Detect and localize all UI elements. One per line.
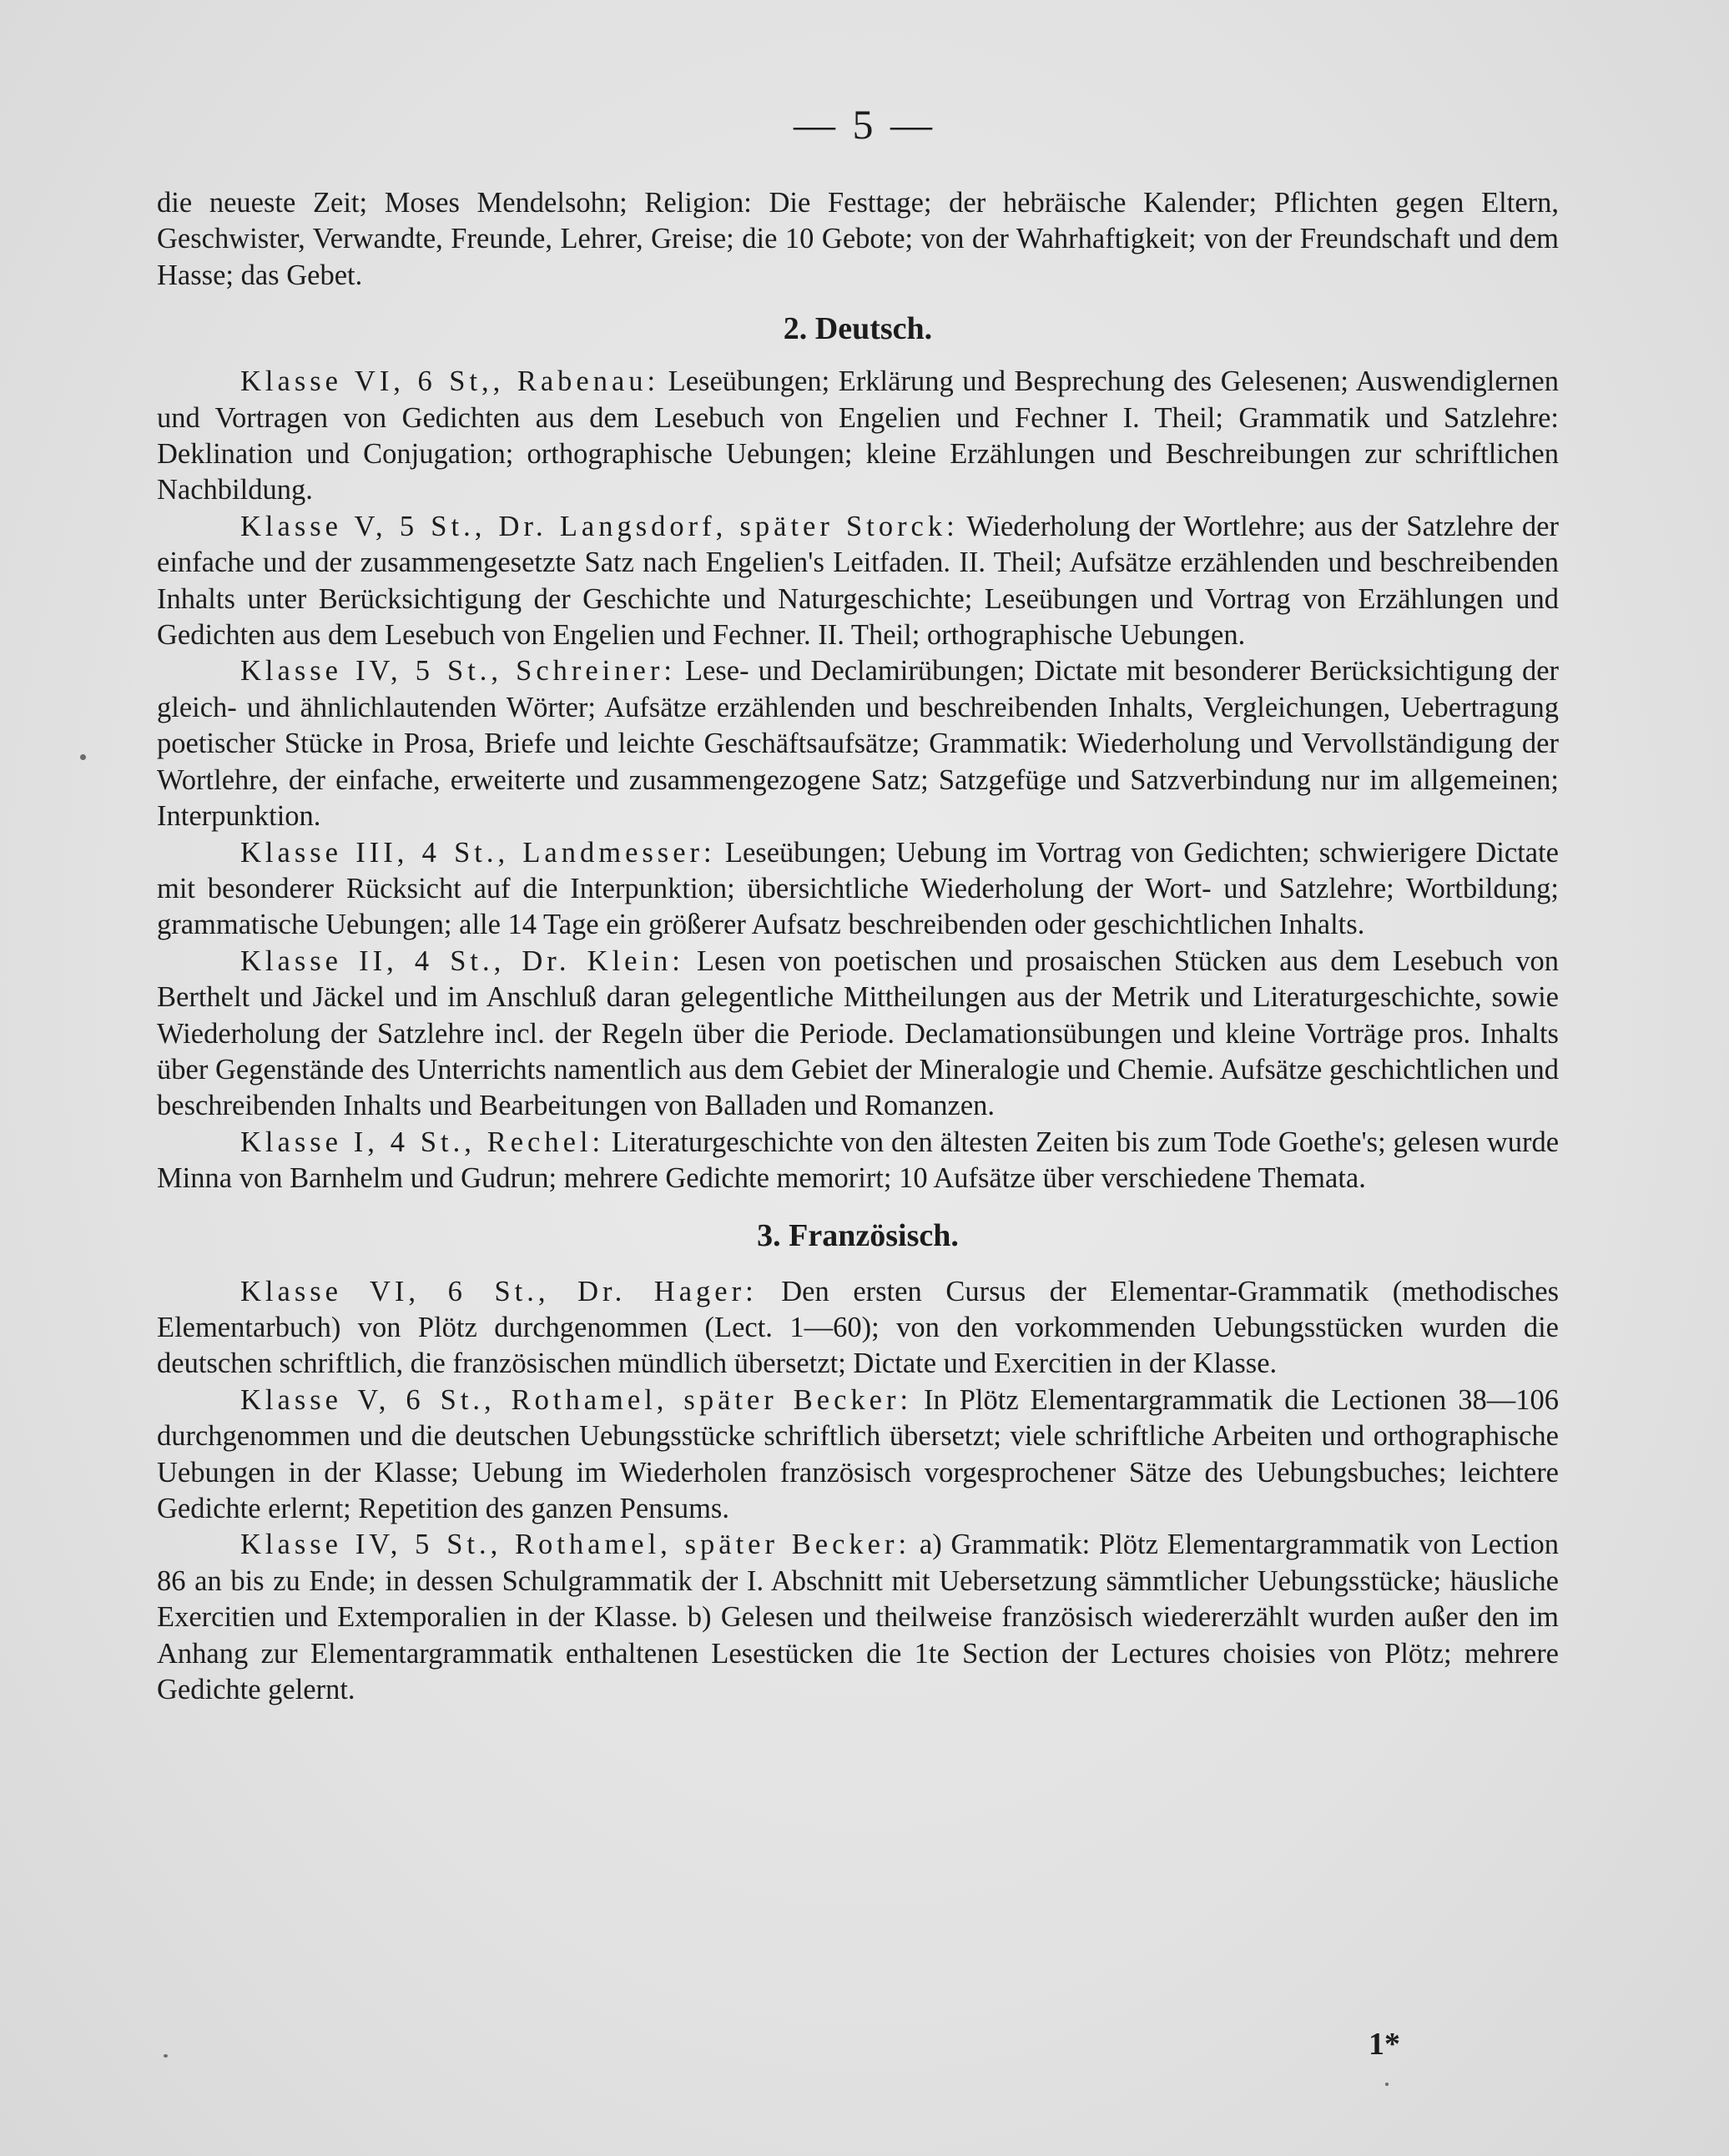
paragraph-deutsch-klasse-ii (157, 944, 1559, 1125)
paper-speck (1385, 2083, 1389, 2086)
klasse-label: Klasse V, 6 St., Rothamel, später Becker: (240, 1383, 913, 1416)
paragraph-text: Wiederholung der Wortlehre; aus der Satzlehre der einfache und der zusammengesetzte Satz nach Engelien's Leitfaden. II. Theil; Aufsätze erzählenden und beschreibenden Inhalts unter Berücksichtigung der Geschichte und Naturgeschichte; Leseübungen und Vortrag von Erzählungen und Gedichten aus dem Lesebuch von Engelien und Fechner. II. Theil; orthographische Uebungen. (157, 510, 1559, 652)
klasse-label: Klasse IV, 5 St., Schreiner: (240, 655, 676, 688)
paragraph-text: In Plötz Elementargrammatik die Lectionen 38—106 durchgenommen und die deutschen Uebungsstücke schriftlich übersetzt; viele schriftliche Arbeiten und orthographische Uebungen in der Klasse; Uebung im Wiederholen französisch vorgesprochener Sätze des Uebungsbuches; leichtere Gedichte erlernt; Repetition des ganzen Pensums. (157, 1383, 1560, 1524)
paragraph-text: Leseübungen; Uebung im Vortrag von Gedichten; schwierigere Dictate mit besonderer Rücksicht auf die Interpunktion; übersichtliche Wiederholung der Wort- und Satzlehre; Wortbildung; grammatische Uebungen; alle 14 Tage ein größerer Aufsatz beschreibenden oder geschichtlichen Inhalts. (157, 836, 1559, 941)
paper-speck (80, 754, 86, 760)
klasse-label: Klasse III, 4 St., Landmesser: (240, 836, 716, 869)
paragraph-deutsch-klasse-iii (157, 835, 1559, 944)
paragraph-deutsch-klasse-v (157, 509, 1559, 654)
paragraph-deutsch-klasse-i (157, 1125, 1559, 1197)
paragraph-text: Leseübungen; Erklärung und Besprechung des Gelesenen; Auswendiglernen und Vortragen von Gedichten aus dem Lesebuch von Engelien und Fechner I. Theil; Grammatik und Satzlehre: Deklination und Conjugation; orthographische Uebungen; kleine Erzählungen und Beschreibungen zur schriftlichen Nachbildung. (157, 365, 1559, 506)
klasse-label: Klasse V, 5 St., Dr. Langsdorf, später Storck: (240, 510, 959, 542)
klasse-label: Klasse II, 4 St., Dr. Klein: (240, 945, 684, 977)
page-number: — 5 — (794, 101, 935, 148)
paragraph-text: Literaturgeschichte von den ältesten Zeiten bis zum Tode Goethe's; gelesen wurde Minna von Barnhelm und Gudrun; mehrere Gedichte memorirt; 10 Aufsätze über verschiedene Themata. (157, 1126, 1560, 1195)
paragraph-franz-klasse-vi (157, 1274, 1559, 1383)
section-heading-deutsch: 2. Deutsch. (783, 311, 933, 347)
paragraph-deutsch-klasse-iv (157, 653, 1559, 834)
klasse-label: Klasse VI, 6 St,, Rabenau: (240, 365, 660, 398)
paragraph-text: a) Grammatik: Plötz Elementargrammatik von Lection 86 an bis zu Ende; in dessen Schulgrammatik der I. Abschnitt mit Uebersetzung sämmtlicher Uebungsstücke; häusliche Exercitien und Extemporalien in der Klasse. b) Gelesen und theilweise französisch wiedererzählt wurden außer den im Anhang zur Elementargrammatik enthaltenen Lesestücken die 1te Section der Lectures choisies von Plötz; mehrere Gedichte gelernt. (157, 1529, 1560, 1706)
paragraph-text: Lese- und Declamirübungen; Dictate mit besonderer Berücksichtigung der gleich- und ähnlichlautenden Wörter; Aufsätze erzählenden und beschreibenden Inhalts, Vergleichungen, Uebertragung poetischer Stücke in Prosa, Briefe und leichte Geschäftsaufsätze; Grammatik: Wiederholung und Vervollständigung der Wortlehre, der einfache, erweiterte und zusammengezogene Satz; Satzgefüge und Satzverbindung nur im allgemeinen; Interpunktion. (157, 655, 1559, 833)
paragraph-deutsch-klasse-vi (157, 364, 1559, 509)
paper-speck (164, 2054, 168, 2058)
klasse-label: Klasse VI, 6 St., Dr. Hager: (240, 1275, 758, 1307)
body-text (157, 185, 1559, 1708)
paragraph-franz-klasse-iv (157, 1527, 1559, 1708)
klasse-label: Klasse IV, 5 St., Rothamel, später Becker: (240, 1529, 911, 1561)
paragraph-text: Den ersten Cursus der Elementar-Grammatik (methodisches Elementarbuch) von Plötz durchgenommen (Lect. 1—60); von den vorkommenden Uebungsstücken wurden die deutschen schriftlich, die französischen mündlich übersetzt; Dictate und Exercitien in der Klasse. (157, 1275, 1559, 1380)
klasse-label: Klasse I, 4 St., Rechel: (240, 1126, 605, 1158)
section-heading-franzoesisch: 3. Französisch. (757, 1217, 959, 1253)
paragraph-franz-klasse-v (157, 1383, 1559, 1528)
intro-paragraph: die neueste Zeit; Moses Mendelsohn; Religion: Die Festtage; der hebräische Kalender; Pflichten gegen Eltern, Geschwister, Verwandte, Freunde, Lehrer, Greise; die 10 Gebote; von der Wahrhaftigkeit; von der Freundschaft und dem Hasse; das Gebet. (157, 187, 1559, 291)
signature-mark: 1* (1369, 2027, 1400, 2062)
paragraph-text: Lesen von poetischen und prosaischen Stücken aus dem Lesebuch von Berthelt und Jäckel und im Anschluß daran gelegentliche Mittheilungen aus der Metrik und Literaturgeschichte, sowie Wiederholung der Satzlehre incl. der Regeln über die Periode. Declamationsübungen und kleine Vorträge pros. Inhalts über Gegenstände des Unterrichts namentlich aus dem Gebiet der Mineralogie und Chemie. Aufsätze geschichtlichen und beschreibenden Inhalts und Bearbeitungen von Balladen und Romanzen. (157, 945, 1559, 1122)
